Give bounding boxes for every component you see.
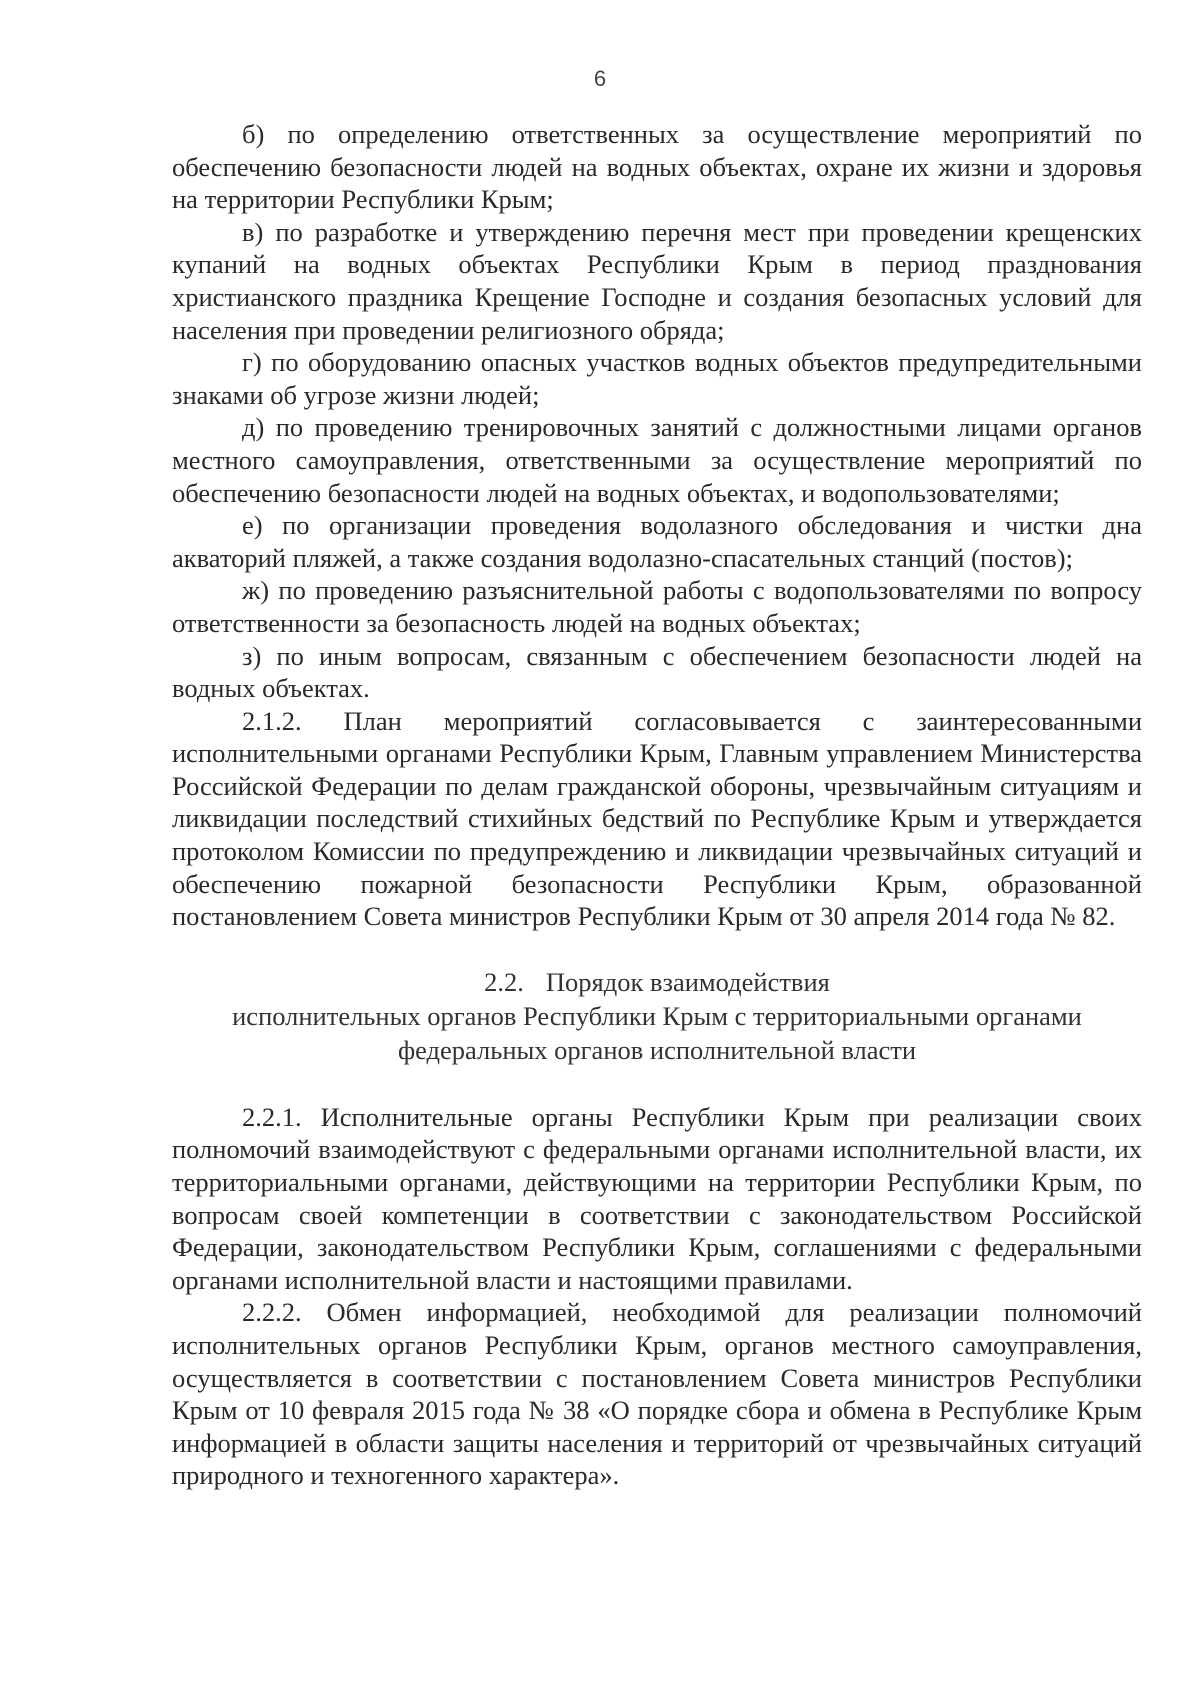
section-heading-line-3: федеральных органов исполнительной власти bbox=[397, 1034, 917, 1065]
page-number: 6 bbox=[593, 66, 607, 91]
section-heading-2-2 bbox=[172, 965, 1142, 1067]
section-number: 2.2. bbox=[484, 966, 524, 997]
paragraph-e: е) по организации проведения водолазного обследования и чистки дна акваторий пляжей, а также создания водолазно-спасательных станций (постов); bbox=[172, 510, 1142, 573]
paragraph-2-2-2: 2.2.2. Обмен информацией, необходимой для реализации полномочий исполнительных органов Республики Крым, органов местного самоуправления, осуществляется в соответствии с постановлением Совета министров Республики Крым от 10 февраля 2015 года № 38 «О порядке сбора и обмена в Республике Крым информацией в области защиты населения и территорий от чрезвычайных ситуаций природного и техногенного характера». bbox=[172, 1297, 1142, 1491]
section-title: Порядок взаимодействия bbox=[545, 966, 830, 997]
paragraph-z: з) по иным вопросам, связанным с обеспечением безопасности людей на водных объектах. bbox=[172, 640, 1142, 704]
section-heading-line-2: исполнительных органов Республики Крым с территориальными органами bbox=[232, 1000, 1082, 1031]
paragraph-d: д) по проведению тренировочных занятий с должностными лицами органов местного самоуправления, ответственными за осуществление мероприятий по обеспечению безопасности людей на водных объектах, и водопользователями; bbox=[172, 412, 1142, 508]
paragraph-2-2-1: 2.2.1. Исполнительные органы Республики Крым при реализации своих полномочий взаимодействуют с федеральными органами исполнительной власти, их территориальными органами, действующими на территории Республики Крым, по вопросам своей компетенции в соответствии с законодательством Российской Федерации, законодательством Республики Крым, соглашениями с федеральными органами исполнительной власти и настоящими правилами. bbox=[172, 1101, 1142, 1295]
paragraph-g: г) по оборудованию опасных участков водных объектов предупредительными знаками об угрозе жизни людей; bbox=[172, 347, 1142, 410]
paragraph-2-1-2: 2.1.2. План мероприятий согласовывается с заинтересованными исполнительными органами Республики Крым, Главным управлением Министерства Российской Федерации по делам гражданской обороны, чрезвычайным ситуациям и ликвидации последствий стихийных бедствий по Республике Крым и утверждается протоколом Комиссии по предупреждению и ликвидации чрезвычайных ситуаций и обеспечению пожарной безопасности Республики Крым, образованной постановлением Совета министров Республики Крым от 30 апреля 2014 года № 82. bbox=[172, 705, 1142, 932]
paragraph-v: в) по разработке и утверждению перечня мест при проведении крещенских купаний на водных объектах Республики Крым в период празднования христианского праздника Крещение Господне и создания безопасных условий для населения при проведении религиозного обряда; bbox=[172, 216, 1142, 345]
section-heading-line-1 bbox=[172, 965, 1142, 999]
paragraph-zh: ж) по проведению разъяснительной работы с водопользователями по вопросу ответственности за безопасность людей на водных объектах; bbox=[172, 575, 1142, 638]
document-body bbox=[172, 118, 1142, 1492]
paragraph-b: б) по определению ответственных за осуществление мероприятий по обеспечению безопасности людей на водных объектах, охране их жизни и здоровья на территории Республики Крым; bbox=[172, 119, 1142, 215]
